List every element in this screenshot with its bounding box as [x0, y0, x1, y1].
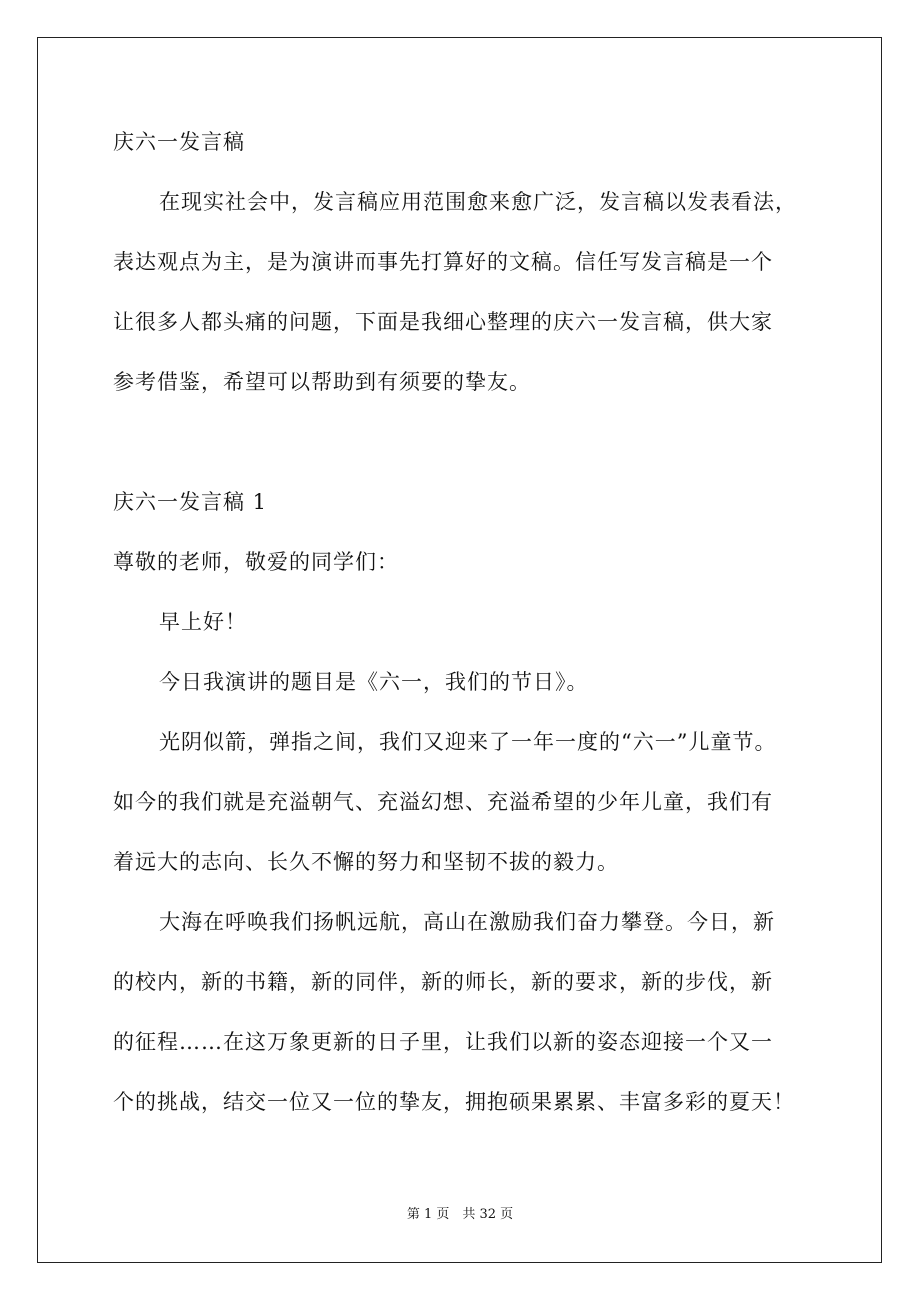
speech-topic: 今日我演讲的题目是《六一，我们的节日》。 — [159, 670, 589, 694]
paragraph2-line-2: 的校内，新的书籍，新的同伴，新的师长，新的要求，新的步伐，新 — [113, 970, 773, 994]
document-body — [113, 112, 833, 1132]
paragraph2-line-3: 的征程……在这万象更新的日子里，让我们以新的姿态迎接一个又一 — [113, 1030, 773, 1054]
paragraph1-line-1: 光阴似箭，弹指之间，我们又迎来了一年一度的“六一”儿童节。 — [159, 730, 777, 754]
paragraph1-line-3: 着远大的志向、长久不懈的努力和坚韧不拔的毅力。 — [113, 850, 619, 874]
page-number-footer: 第 1 页 共 32 页 — [406, 1207, 514, 1222]
document-title: 庆六一发言稿 — [113, 130, 245, 154]
salutation: 尊敬的老师，敬爱的同学们： — [113, 550, 399, 574]
intro-line-4: 参考借鉴，希望可以帮助到有须要的挚友。 — [113, 370, 531, 394]
intro-line-1: 在现实社会中，发言稿应用范围愈来愈广泛，发言稿以发表看法， — [159, 190, 797, 214]
section-spacer — [113, 412, 833, 472]
greeting: 早上好！ — [159, 610, 247, 634]
intro-line-2: 表达观点为主，是为演讲而事先打算好的文稿。信任写发言稿是一个 — [113, 250, 773, 274]
intro-line-3: 让很多人都头痛的问题，下面是我细心整理的庆六一发言稿，供大家 — [113, 310, 773, 334]
paragraph2-line-4: 个的挑战，结交一位又一位的挚友，拥抱硕果累累、丰富多彩的夏天！ — [113, 1090, 795, 1114]
paragraph1-line-2: 如今的我们就是充溢朝气、充溢幻想、充溢希望的少年儿童，我们有 — [113, 790, 773, 814]
section-title: 庆六一发言稿 1 — [113, 490, 268, 514]
paragraph2-line-1: 大海在呼唤我们扬帆远航，高山在激励我们奋力攀登。今日，新 — [159, 910, 775, 934]
